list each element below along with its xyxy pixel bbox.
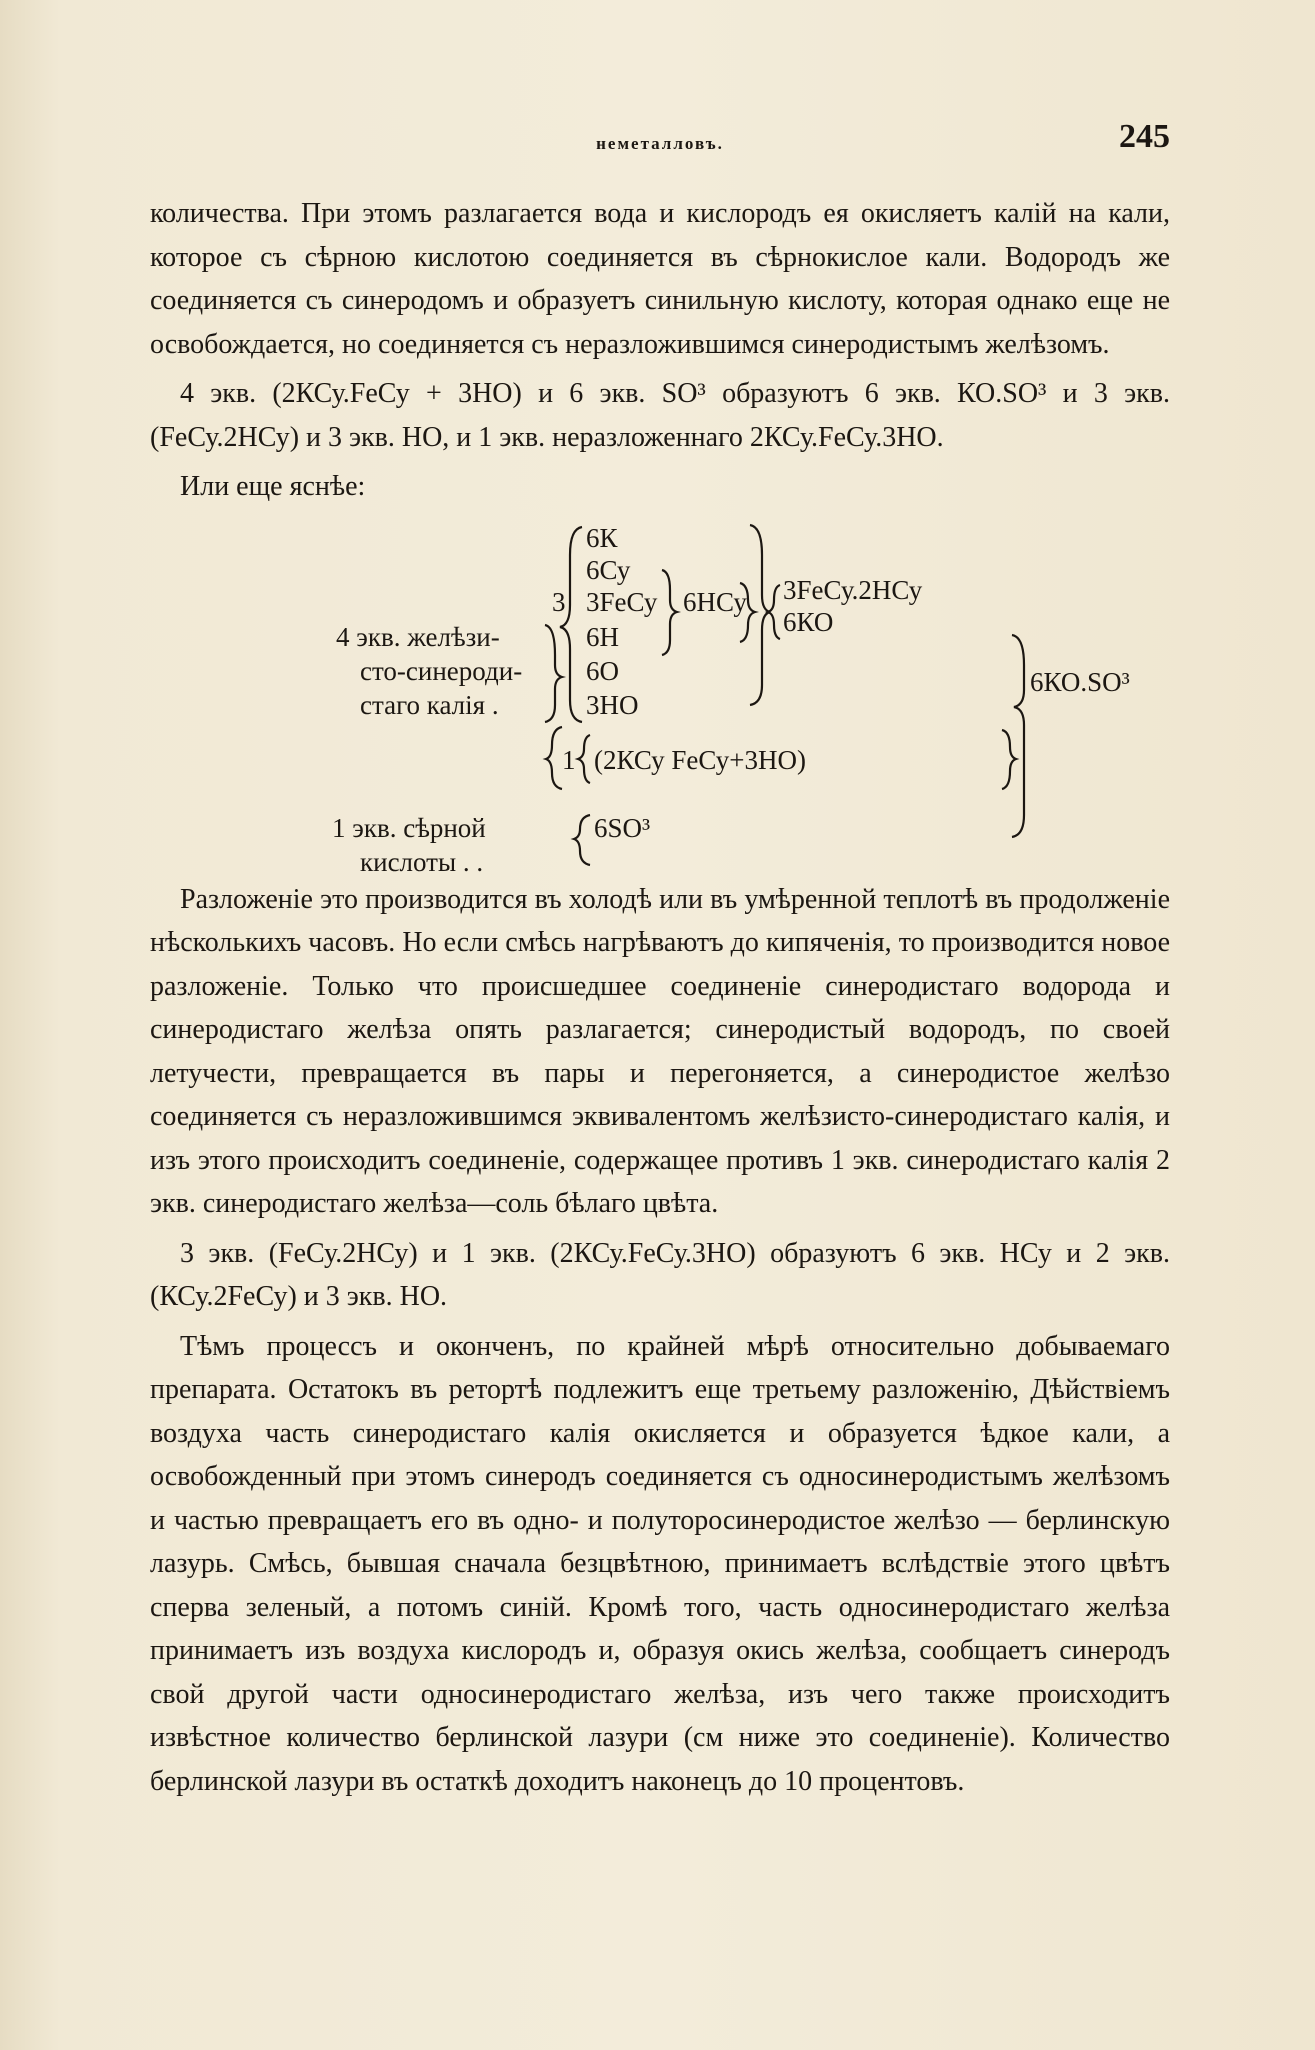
formula-6KO: 6КО bbox=[783, 606, 834, 637]
formula-coef-1: 1 bbox=[562, 744, 576, 775]
formula-6Cy: 6Су bbox=[586, 554, 631, 585]
reaction-braces bbox=[150, 515, 1170, 870]
formula-6K: 6К bbox=[586, 522, 618, 553]
formula-3FeCy2HCy: 3FeСу.2НСу bbox=[783, 574, 923, 605]
page-header bbox=[150, 118, 1170, 168]
formula-acid-label-2: кислоты . . bbox=[360, 846, 484, 877]
paragraph-2: 4 экв. (2КСу.FeСу + 3НО) и 6 экв. SO³ образуютъ 6 экв. КО.SO³ и 3 экв. (FeСу.2НСу) и 3 экв. НО, и 1 экв. неразложеннаго 2КСу.FeСу.3НО. bbox=[150, 378, 1170, 453]
running-title: неметалловъ. bbox=[596, 134, 724, 153]
formula-6H: 6Н bbox=[586, 621, 619, 652]
formula-6HCy: 6НСу bbox=[683, 586, 747, 617]
formula-label-line-2: сто-синероди- bbox=[360, 655, 523, 686]
formula-6O: 6О bbox=[586, 655, 619, 686]
formula-3FeCy: 3FeСу bbox=[586, 586, 658, 617]
paragraph-5: 3 экв. (FeСу.2НСу) и 1 экв. (2КСу.FeСу.3НО) образуютъ 6 экв. НСу и 2 экв. (КСу.2FeСу) и 3 экв. НО. bbox=[150, 1237, 1170, 1312]
formula-label-line-3: стаго калія . bbox=[360, 689, 499, 720]
page-body bbox=[150, 192, 1170, 1809]
paragraph-6: Тѣмъ процессъ и оконченъ, по крайней мѣрѣ относительно добываемаго препарата. Остатокъ въ ретортѣ подлежитъ еще третьему разложенію, Дѣйствіемъ воздуха часть синеродистаго калія окисляется и образуется ѣдкое кали, а освобожденный при этомъ синеродъ соединяется съ односинеродистымъ желѣзомъ и частью превращаетъ его въ одно- и полуторосинеродистое желѣзо — берлинскую лазурь. Смѣсь, бывшая сначала безцвѣтною, принимаетъ вслѣдствіе этого цвѣтъ сперва зеленый, а потомъ синій. Кромѣ того, часть односинеродистаго желѣза принимаетъ изъ воздуха кислородъ и, образуя окись желѣза, сообщаетъ синеродъ свой другой части односинеродистаго желѣза, изъ чего также происходитъ извѣстное количество берлинской лазури (см ниже это соединеніе). Количество берлинской лазури въ остаткѣ доходитъ наконецъ до 10 процентовъ. bbox=[150, 1330, 1170, 1797]
formula-coef-3: 3 bbox=[552, 586, 566, 617]
reaction-scheme bbox=[150, 515, 1170, 877]
paragraph-1: количества. При этомъ разлагается вода и кислородъ ея окисляетъ калій на кали, которое съ сѣрною кислотою соединяется въ сѣрнокислое кали. Водородъ же соединяется съ синеродомъ и образуетъ синильную кислоту, которая однако еще не освобождается, но соединяется съ неразложившимся синеродистымъ желѣзомъ. bbox=[150, 198, 1170, 360]
formula-3HO: 3НО bbox=[586, 689, 639, 720]
formula-6SO3: 6SO³ bbox=[594, 812, 651, 843]
formula-acid-label-1: 1 экв. сѣрной bbox=[332, 812, 486, 843]
formula-label-line-1: 4 экв. желѣзи- bbox=[336, 621, 500, 652]
formula-6KOSO3: 6КО.SO³ bbox=[1030, 666, 1130, 697]
paragraph-3: Или еще яснѣе: bbox=[180, 471, 366, 502]
paragraph-4: Разложеніе это производится въ холодѣ или въ умѣренной теплотѣ въ продолженіе нѣсколькихъ часовъ. Но если смѣсь нагрѣваютъ до кипяченія, то производится новое разложеніе. Только что происшедшее соединеніе синеродистаго водорода и синеродистаго желѣза опять разлагается; синеродистый водородъ, по своей летучести, превращается въ пары и перегоняется, а синеродистое желѣзо соединяется съ неразложившимся эквивалентомъ желѣзисто-синеродистаго калія, и изъ этого происходитъ соединеніе, содержащее противъ 1 экв. синеродистаго калія 2 экв. синеродистаго желѣза—соль бѣлаго цвѣта. bbox=[150, 883, 1170, 1219]
formula-remaining-salt: (2КСу FeСу+3НО) bbox=[594, 744, 806, 775]
page-number: 245 bbox=[1119, 118, 1170, 155]
